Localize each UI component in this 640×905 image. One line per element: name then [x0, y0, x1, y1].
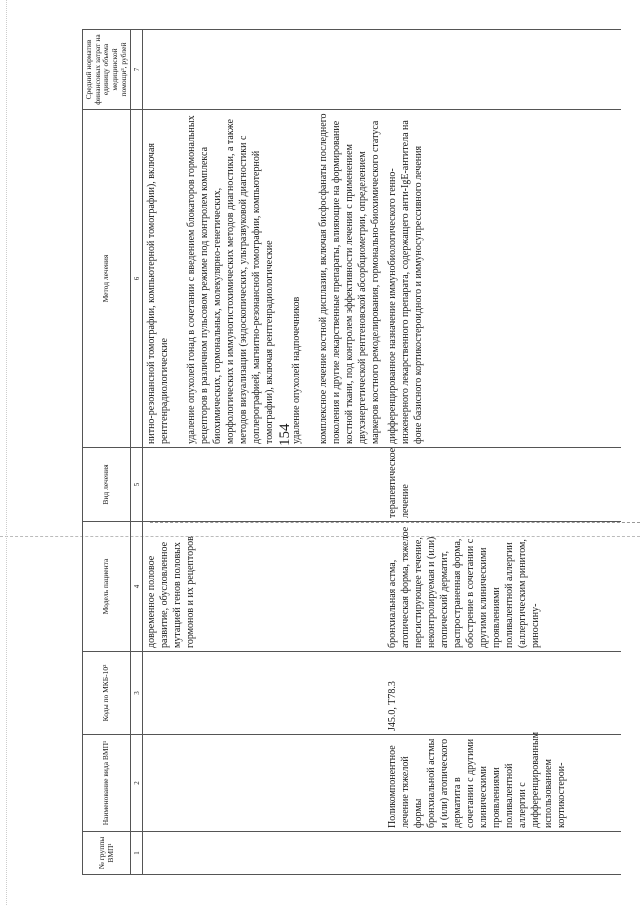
column-number-row [131, 30, 143, 875]
column-number: 7 [131, 30, 143, 110]
column-number: 2 [131, 735, 143, 832]
cell-methods [384, 110, 621, 448]
method-item: удаление опухолей надпочечников [291, 296, 303, 444]
cell-name: Поликомпонентное лечение тяжелой формы бронхиальной астмы и (или) атопического дерматита в сочетании с другими клиническими проявлениями поливалентной аллергии с дифференцированным использованием кортикостерои- [384, 735, 621, 832]
column-number: 1 [131, 832, 143, 875]
rotated-table-wrapper [82, 30, 625, 875]
cell-treatment-type [143, 448, 385, 522]
cell-cost [384, 30, 621, 110]
column-number: 4 [131, 522, 143, 652]
header-methods: Метод лечения [83, 110, 131, 448]
method-item: комплексное лечение костной дисплазии, включая бисфосфанаты последнего поколения и другие лекарственные препараты, влияющие на формирование костной ткани, под контролем эффективности лечения с применением двухэнергетической рентгеновской абсорбциометрии, определением маркеров костного ремоделирования, гормонально-биохимического статуса [318, 113, 382, 444]
table-row [143, 30, 385, 875]
cell-codes: J45.0, T78.3 [384, 652, 621, 735]
header-group: № группы ВМП¹ [83, 832, 131, 875]
cell-cost [143, 30, 385, 110]
page-number: 154 [277, 423, 293, 446]
method-item: нитно-резонансной томографии, компьютерной томографии), включая рентгенрадиологические [146, 143, 171, 444]
header-model: Модель пациента [83, 522, 131, 652]
vmp-table [82, 29, 621, 875]
cell-model: бронхиальная астма, атопическая форма, тяжелое персистирующее течение, неконтролируемая и (или) атопический дерматит, распространенная форма, обострение в сочетании с другими клиническими проявлениями поливалентной аллергии (аллергическим ринитом, риносину- [384, 522, 621, 652]
column-number: 5 [131, 448, 143, 522]
header-codes: Коды по МКБ-10² [83, 652, 131, 735]
cell-codes [143, 652, 385, 735]
header-cost: Средний норматив финансовых затрат на единицу объема медицинской помощи³, рублей [83, 30, 131, 110]
cell-treatment-type: терапевтическое лечение [384, 448, 621, 522]
cell-group [384, 832, 621, 875]
method-item: удаление опухолей гонад в сочетании с введением блокаторов гормональных рецепторов в различном пульсовом режиме под контролем комплекса биохимических, гормональных, молекулярно-генетических, морфологических и иммуногистохимических методов диагностики, а также методов визуализации (эндоскопических, ультразвуковой диагностики с доплерографией, магнитно-резонансной томографии, компьютерной томографии), включая рентгенрадиологические [186, 115, 276, 444]
header-row [83, 30, 131, 875]
cell-group [143, 832, 385, 875]
cell-model: довременное половое развитие, обусловленное мутацией генов половых гормонов и их рецепторов [143, 522, 385, 652]
column-number: 3 [131, 652, 143, 735]
cell-name [143, 735, 385, 832]
method-item: дифференцированное назначение иммунобиологического генно-инженерного лекарственного препарата, содержащего анти-IgE-антитела на фоне базисного кортикостероидного и иммуносупрессивного лечения [387, 120, 425, 444]
header-name: Наименование вида ВМП¹ [83, 735, 131, 832]
header-treatment-type: Вид лечения [83, 448, 131, 522]
table-row [384, 30, 621, 875]
column-number: 6 [131, 110, 143, 448]
cell-methods [143, 110, 385, 448]
scan-edge-line [6, 0, 7, 905]
